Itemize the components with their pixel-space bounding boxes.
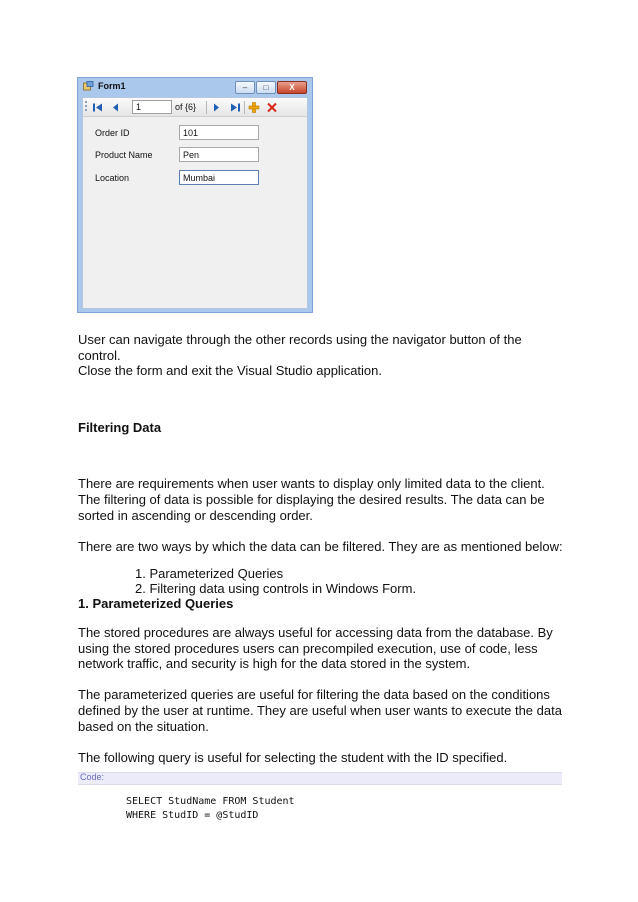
toolstrip-grip-icon[interactable] [85, 101, 87, 113]
toolstrip-separator [244, 101, 245, 114]
list-item-2: 2. Filtering data using controls in Windows Form. [135, 581, 417, 596]
toolstrip-separator [206, 101, 207, 114]
intro-line-3: Close the form and exit the Visual Studio application. [78, 363, 382, 378]
move-first-icon[interactable] [92, 102, 104, 113]
maximize-button[interactable]: □ [256, 81, 276, 94]
add-new-icon[interactable] [248, 102, 260, 113]
para1-line-2: The filtering of data is possible for displaying the desired results. The data can be [78, 492, 545, 507]
code-header-bar [78, 772, 562, 785]
position-input[interactable] [132, 100, 172, 114]
para5-line: The following query is useful for selecting the student with the ID specified. [78, 750, 508, 765]
list-item-1: 1. Parameterized Queries [135, 566, 284, 581]
record-count-label: of {6} [175, 102, 197, 112]
product-name-field[interactable] [179, 147, 259, 162]
delete-icon[interactable] [266, 102, 278, 113]
para4-line-3: based on the situation. [78, 719, 209, 734]
para4-line-1: The parameterized queries are useful for filtering the data based on the conditions [78, 687, 550, 702]
move-previous-icon[interactable] [110, 102, 122, 113]
heading-parameterized-queries: 1. Parameterized Queries [78, 596, 234, 611]
order-id-label: Order ID [95, 128, 130, 138]
code-line-1: SELECT StudName FROM Student [126, 796, 295, 807]
binding-navigator [83, 98, 307, 117]
window-title: Form1 [98, 81, 126, 91]
para3-line-2: using the stored procedures users can precompiled execution, use of code, less [78, 641, 538, 656]
code-label: Code: [80, 772, 105, 782]
title-bar[interactable] [78, 78, 312, 96]
para3-line-3: network traffic, and security is high for the data stored in the system. [78, 656, 471, 671]
code-line-2: WHERE StudID = @StudID [126, 810, 259, 821]
para1-line-1: There are requirements when user wants to display only limited data to the client. [78, 476, 545, 491]
product-name-label: Product Name [95, 150, 153, 160]
location-field[interactable] [179, 170, 259, 185]
move-next-icon[interactable] [210, 102, 222, 113]
form-app-icon [83, 81, 94, 91]
para1-line-3: sorted in ascending or descending order. [78, 508, 313, 523]
para4-line-2: defined by the user at runtime. They are useful when user wants to execute the data [78, 703, 562, 718]
close-button[interactable]: X [277, 81, 307, 94]
form1-window [77, 77, 313, 313]
order-id-field[interactable] [179, 125, 259, 140]
minimize-button[interactable]: – [235, 81, 255, 94]
para3-line-1: The stored procedures are always useful for accessing data from the database. By [78, 625, 553, 640]
intro-line-2: control. [78, 348, 121, 363]
heading-filtering-data: Filtering Data [78, 420, 162, 435]
para2-line: There are two ways by which the data can be filtered. They are as mentioned below: [78, 539, 563, 554]
move-last-icon[interactable] [229, 102, 241, 113]
intro-line-1: User can navigate through the other records using the navigator button of the [78, 332, 522, 347]
form-client-area [82, 97, 308, 309]
location-label: Location [95, 173, 130, 183]
